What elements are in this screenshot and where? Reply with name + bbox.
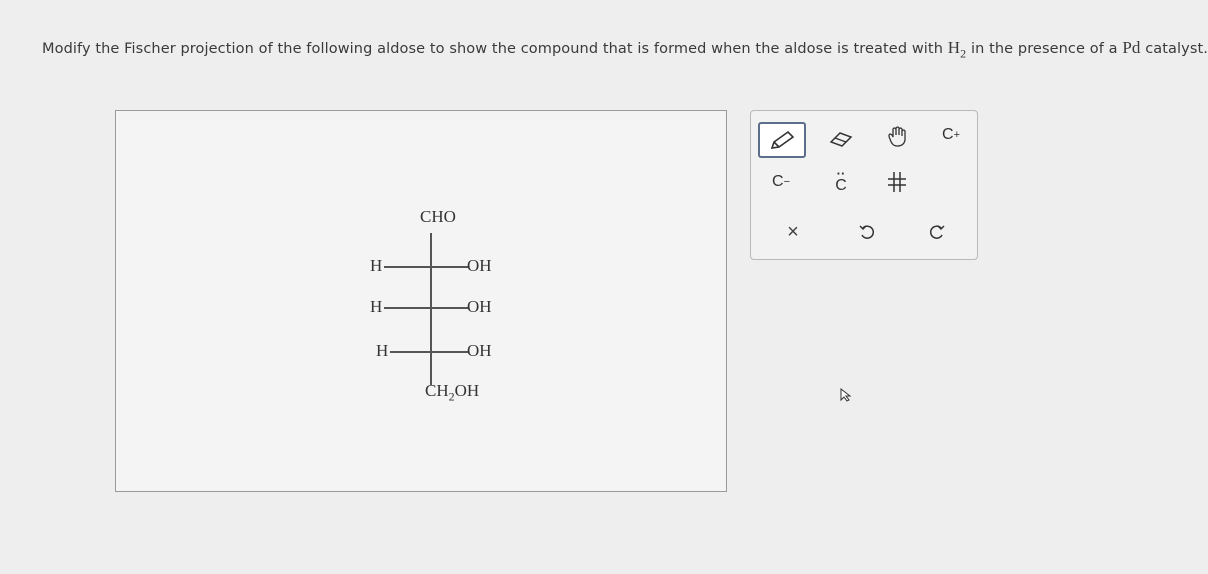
hand-icon — [884, 125, 910, 149]
top-group[interactable]: CHO — [420, 207, 456, 226]
row-2-bond[interactable] — [384, 307, 468, 309]
clear-button[interactable] — [773, 217, 813, 247]
hand-tool-button[interactable] — [877, 122, 917, 152]
carbanion-button[interactable] — [761, 167, 801, 197]
carbocation-button[interactable] — [931, 120, 971, 150]
row-1-right[interactable]: OH — [467, 256, 492, 275]
question-prefix: Modify the Fischer projection of the following aldose to show the compound that is formed when the aldose is treated with — [42, 41, 944, 57]
reagent-formula: $H_2$ — [947, 38, 967, 61]
question-middle: in the presence of a — [970, 41, 1118, 57]
question-suffix: catalyst. — [1145, 41, 1208, 57]
eraser-tool-button[interactable] — [821, 124, 861, 154]
row-3-left[interactable]: H — [376, 341, 389, 360]
backbone-line[interactable] — [430, 233, 432, 385]
bond-charge-icon — [885, 170, 909, 194]
redo-icon — [928, 223, 946, 241]
drawing-toolbox — [750, 110, 978, 260]
eraser-icon — [827, 129, 855, 149]
row-2-right[interactable]: OH — [467, 297, 492, 316]
undo-icon — [858, 223, 876, 241]
lone-pair-dots: ·· — [836, 166, 846, 182]
bottom-group[interactable]: $CH_2OH$ — [425, 381, 480, 404]
row-1-left[interactable]: H — [370, 256, 383, 275]
redo-button[interactable] — [917, 217, 957, 247]
mouse-cursor-icon — [840, 388, 852, 406]
drawing-canvas[interactable] — [115, 110, 727, 492]
pencil-tool-button[interactable] — [758, 122, 806, 158]
carbocation-charge: + — [953, 129, 960, 141]
pencil-icon — [767, 129, 797, 151]
row-2-left[interactable]: H — [370, 297, 383, 316]
row-3-bond[interactable] — [390, 351, 468, 353]
carbanion-charge: − — [783, 176, 790, 188]
undo-button[interactable] — [847, 217, 887, 247]
lone-pair-label: C — [835, 176, 847, 194]
row-1-bond[interactable] — [384, 266, 468, 268]
lone-pair-button[interactable] — [821, 167, 861, 197]
charge-adjust-button[interactable] — [877, 167, 917, 197]
carbanion-label: C — [772, 173, 784, 190]
carbocation-label: C — [942, 126, 954, 143]
row-3-right[interactable]: OH — [467, 341, 492, 360]
close-icon: × — [787, 220, 799, 243]
question-text — [42, 38, 1208, 61]
catalyst-metal: Pd — [1122, 38, 1141, 57]
